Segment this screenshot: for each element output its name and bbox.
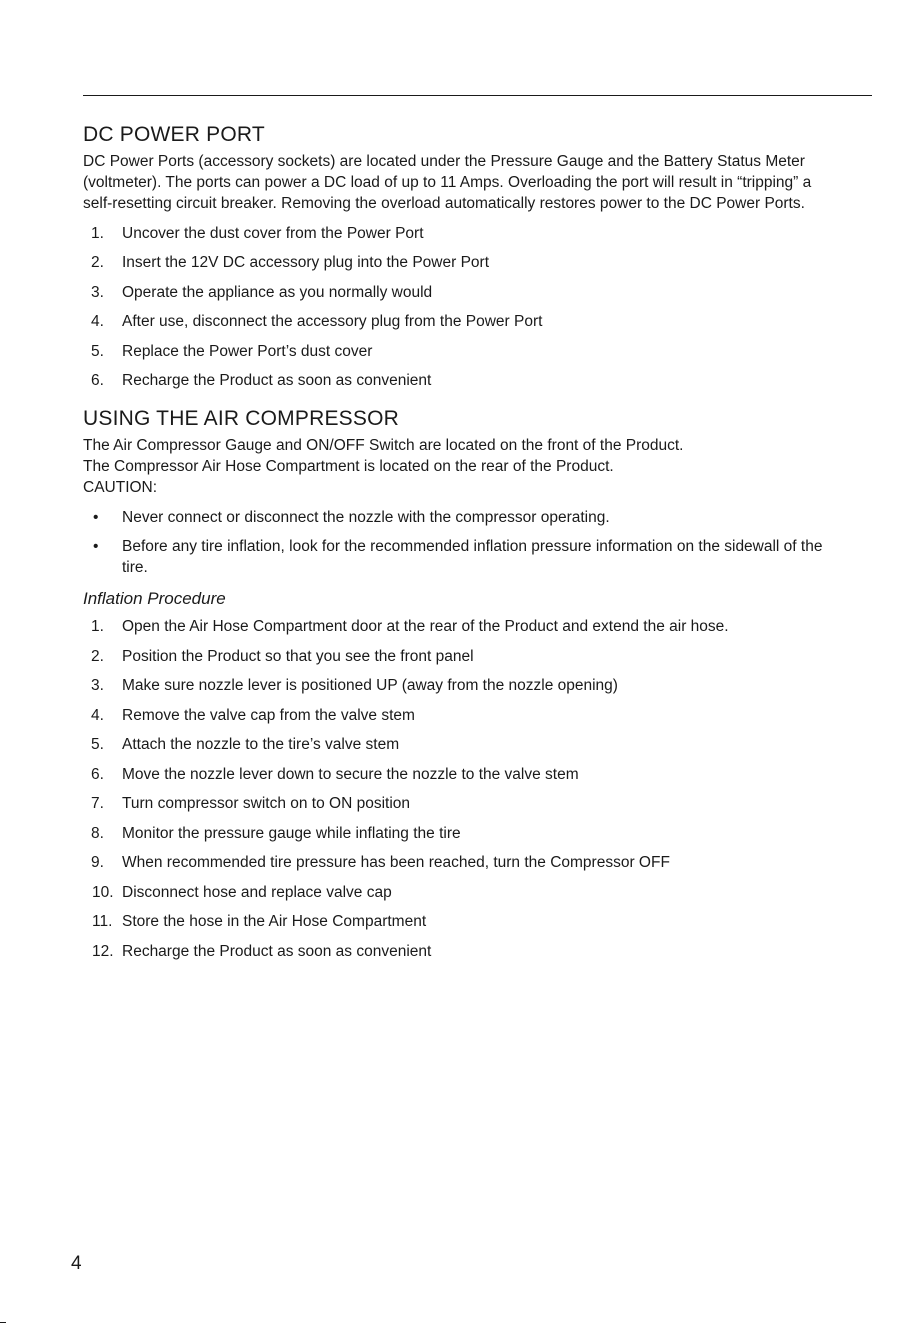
step-text: Make sure nozzle lever is positioned UP (away from the nozzle opening) <box>122 677 618 694</box>
bullet-icon: • <box>93 538 99 555</box>
list-item <box>83 341 823 362</box>
dc-power-port-description: DC Power Ports (accessory sockets) are located under the Pressure Gauge and the Battery Status Meter (voltmeter). The ports can power a DC load of up to 11 Amps. Overloading the port will result in “tripping” a self-resetting circuit breaker. Removing the overload automatically restores power to the DC Power Ports. <box>83 153 812 212</box>
step-text: Turn compressor switch on to ON position <box>122 795 411 812</box>
step-text: Move the nozzle lever down to secure the nozzle to the valve stem <box>122 765 579 783</box>
step-text: Position the Product so that you see the front panel <box>122 647 474 665</box>
step-number: 7. <box>91 795 104 812</box>
step-number: 12. <box>92 942 114 960</box>
air-compressor-description-line1: The Air Compressor Gauge and ON/OFF Switch are located on the front of the Product. <box>83 437 684 454</box>
list-item <box>83 793 823 814</box>
dc-power-port-section <box>83 122 823 391</box>
step-text: Monitor the pressure gauge while inflating the tire <box>122 824 461 842</box>
inflation-procedure-heading: Inflation Procedure <box>83 589 226 608</box>
list-item <box>83 616 823 637</box>
step-text: Recharge the Product as soon as convenient <box>122 942 432 960</box>
step-number: 3. <box>91 677 104 694</box>
bullet-icon: • <box>93 508 99 526</box>
list-item <box>83 536 823 578</box>
crop-mark <box>0 1322 6 1323</box>
step-number: 10. <box>92 883 114 901</box>
step-number: 5. <box>91 736 104 753</box>
step-number: 8. <box>91 824 104 842</box>
list-item <box>83 764 823 785</box>
air-compressor-section <box>83 406 823 962</box>
inflation-procedure-steps <box>83 616 823 962</box>
step-number: 9. <box>91 854 104 871</box>
step-number: 1. <box>91 618 104 635</box>
step-number: 2. <box>91 254 104 271</box>
caution-list <box>83 507 823 579</box>
list-item <box>83 705 823 726</box>
caution-text: Before any tire inflation, look for the recommended inflation pressure information on the sidewall of the tire. <box>122 538 823 576</box>
step-number: 6. <box>91 372 104 389</box>
list-item <box>83 223 823 244</box>
step-text: Disconnect hose and replace valve cap <box>122 883 392 901</box>
list-item <box>83 252 823 273</box>
step-text: Operate the appliance as you normally would <box>122 283 433 301</box>
step-number: 2. <box>91 647 104 665</box>
section-heading-air-compressor: USING THE AIR COMPRESSOR <box>83 407 399 430</box>
step-number: 4. <box>91 706 104 724</box>
step-number: 5. <box>91 342 104 360</box>
step-text: When recommended tire pressure has been reached, turn the Compressor OFF <box>122 854 670 871</box>
step-text: Recharge the Product as soon as convenient <box>122 372 432 389</box>
caution-label: CAUTION: <box>83 479 158 496</box>
header-rule <box>83 95 872 96</box>
air-compressor-description-line2: The Compressor Air Hose Compartment is located on the rear of the Product. <box>83 458 614 475</box>
dc-power-port-steps <box>83 223 823 392</box>
section-heading-dc-power-port: DC POWER PORT <box>83 123 265 146</box>
page-content <box>83 122 823 962</box>
step-text: Store the hose in the Air Hose Compartment <box>122 913 427 930</box>
step-number: 3. <box>91 283 104 301</box>
list-item <box>83 675 823 696</box>
step-number: 4. <box>91 313 104 330</box>
step-text: Uncover the dust cover from the Power Port <box>122 224 424 242</box>
list-item <box>83 734 823 755</box>
step-text: Insert the 12V DC accessory plug into the Power Port <box>122 254 490 271</box>
step-text: After use, disconnect the accessory plug from the Power Port <box>122 313 543 330</box>
step-text: Attach the nozzle to the tire’s valve stem <box>122 736 400 753</box>
list-item <box>83 852 823 873</box>
step-number: 1. <box>91 224 104 242</box>
list-item <box>83 911 823 932</box>
step-text: Open the Air Hose Compartment door at the rear of the Product and extend the air hose. <box>122 618 729 635</box>
page-number: 4 <box>71 1253 82 1274</box>
step-text: Replace the Power Port’s dust cover <box>122 342 373 360</box>
step-number: 11. <box>92 913 113 930</box>
list-item <box>83 507 823 528</box>
list-item <box>83 823 823 844</box>
list-item <box>83 282 823 303</box>
step-number: 6. <box>91 765 104 783</box>
list-item <box>83 882 823 903</box>
step-text: Remove the valve cap from the valve stem <box>122 706 415 724</box>
caution-text: Never connect or disconnect the nozzle with the compressor operating. <box>122 508 610 526</box>
list-item <box>83 311 823 332</box>
list-item <box>83 646 823 667</box>
list-item <box>83 941 823 962</box>
list-item <box>83 370 823 391</box>
